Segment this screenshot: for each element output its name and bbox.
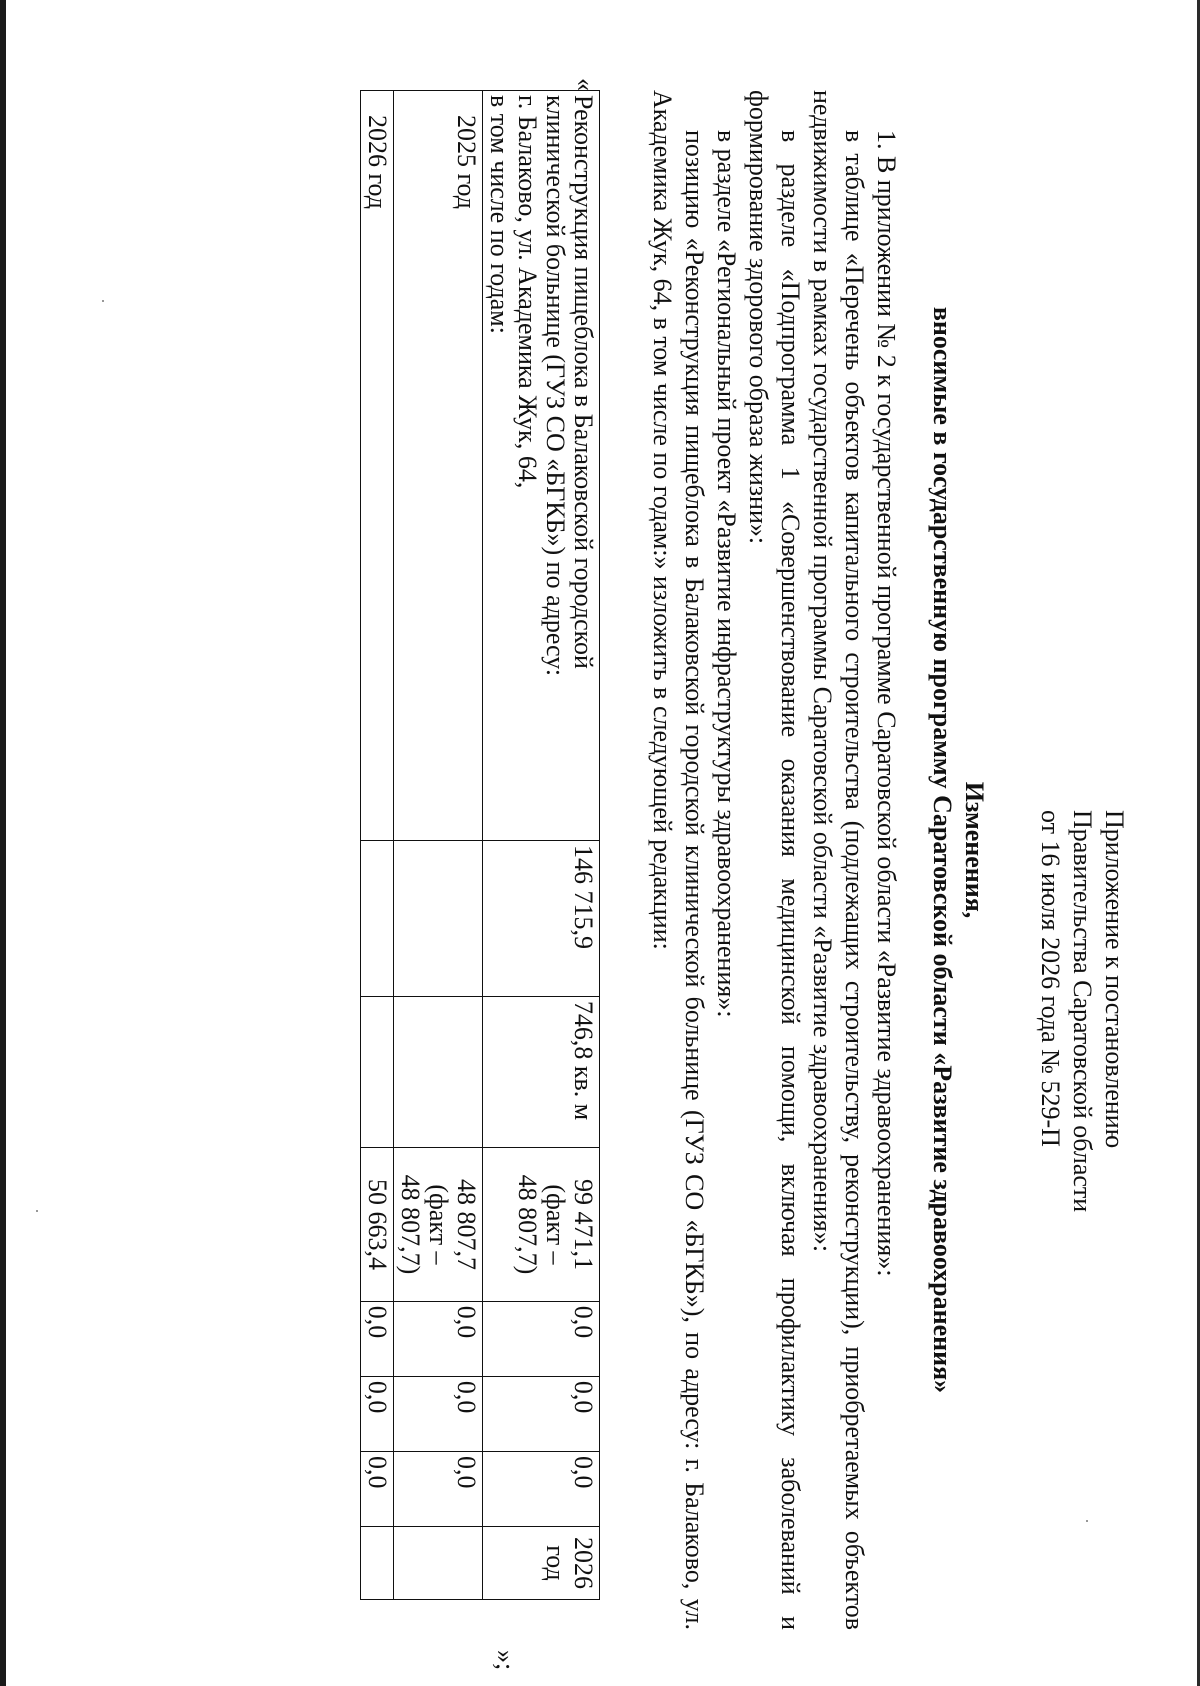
title-line: вносимые в государственную программу Саратовской области «Развитие здравоохранения» xyxy=(928,306,957,1394)
amount-cell xyxy=(394,1148,483,1302)
value-cell: 0,0 xyxy=(483,1451,600,1526)
empty-cell xyxy=(394,996,483,1147)
document-body xyxy=(646,90,902,1630)
close-quote: »; xyxy=(491,1650,520,1671)
value-cell: 0,0 xyxy=(361,1451,394,1526)
amount-value: 99 471,1 xyxy=(569,1178,598,1270)
value-cell: 0,0 xyxy=(394,1451,483,1526)
value-cell: 0,0 xyxy=(361,1301,394,1376)
appendix-line: от 16 июля 2026 года № 529-П xyxy=(1036,810,1065,1147)
cell-line: клинической больнице (ГУЗ СО «БГКБ») по адресу: xyxy=(541,95,570,677)
paragraph: в таблице «Перечень объектов капитального строительства (подлежащих строительству, реконструкции), приобретаемых объектов недвижимости в рамках государственной программы Саратовской области «Развитие здравоохранения»: xyxy=(808,90,869,1630)
amount-fact-value: 48 807,7) xyxy=(513,1174,542,1275)
paragraph: в разделе «Региональный проект «Развитие инфраструктуры здравоохранения»: xyxy=(712,130,741,1018)
appendix-line: Правительства Саратовской области xyxy=(1068,810,1097,1213)
table-wrapper xyxy=(360,78,600,1671)
appendix-line: Приложение к постановлению xyxy=(1100,810,1129,1149)
cell-line: в том числе по годам: xyxy=(485,95,514,334)
rotated-document xyxy=(70,50,1130,1671)
value-cell: 0,0 xyxy=(483,1301,600,1376)
value-cell: 0,0 xyxy=(394,1376,483,1451)
paragraph: 1. В приложении № 2 к государственной программе Саратовской области «Развитие здравоохранения»: xyxy=(872,130,901,1277)
objects-table xyxy=(360,90,600,1600)
amount-fact: (факт – xyxy=(541,1184,570,1265)
year-word: год xyxy=(541,1545,570,1581)
capacity-cell: 746,8 кв. м xyxy=(483,996,600,1147)
year-label-cell: 2025 год xyxy=(394,91,483,841)
paragraph: в разделе «Подпрограмма 1 «Совершенствование оказания медицинской помощи, включая профилактику заболеваний и формирование здорового образа жизни»: xyxy=(744,90,805,1630)
cell-line: Реконструкция пищеблока в Балаковской городской xyxy=(569,95,598,669)
value-cell: 0,0 xyxy=(394,1301,483,1376)
table-row xyxy=(394,91,483,1600)
amount-cell: 50 663,4 xyxy=(361,1148,394,1302)
year-label-cell: 2026 год xyxy=(361,91,394,841)
empty-cell xyxy=(361,996,394,1147)
empty-cell xyxy=(394,1527,483,1600)
cell-line: г. Балаково, ул. Академика Жук, 64, xyxy=(513,95,542,489)
amount-fact-value: 48 807,7) xyxy=(396,1174,425,1275)
object-name-cell xyxy=(483,91,600,841)
year-value: 2026 xyxy=(569,1537,598,1590)
open-quote: « xyxy=(571,78,600,91)
cost-cell: 146 715,9 xyxy=(483,841,600,997)
amount-fact: (факт – xyxy=(424,1184,453,1265)
appendix-header xyxy=(1034,810,1130,1330)
year-cell xyxy=(483,1527,600,1600)
value-cell: 0,0 xyxy=(361,1376,394,1451)
value-cell: 0,0 xyxy=(483,1376,600,1451)
empty-cell xyxy=(361,841,394,997)
scan-left-edge xyxy=(0,0,6,1686)
empty-cell xyxy=(394,841,483,997)
amount-value: 48 807,7 xyxy=(452,1178,481,1270)
empty-cell xyxy=(361,1527,394,1600)
title-line: Изменения, xyxy=(960,781,989,919)
scan-speck xyxy=(36,1210,38,1212)
table-row xyxy=(361,91,394,1600)
amount-cell xyxy=(483,1148,600,1302)
table-row xyxy=(483,91,600,1600)
paragraph: позицию «Реконструкция пищеблока в Балаковской городской клинической больнице (ГУЗ СО «БГКБ»), по адресу: г. Балаково, ул. Академика Жук, 64, в том числе по годам:» изложить в следующей редакции: xyxy=(648,90,709,1630)
document-title xyxy=(926,50,990,1650)
